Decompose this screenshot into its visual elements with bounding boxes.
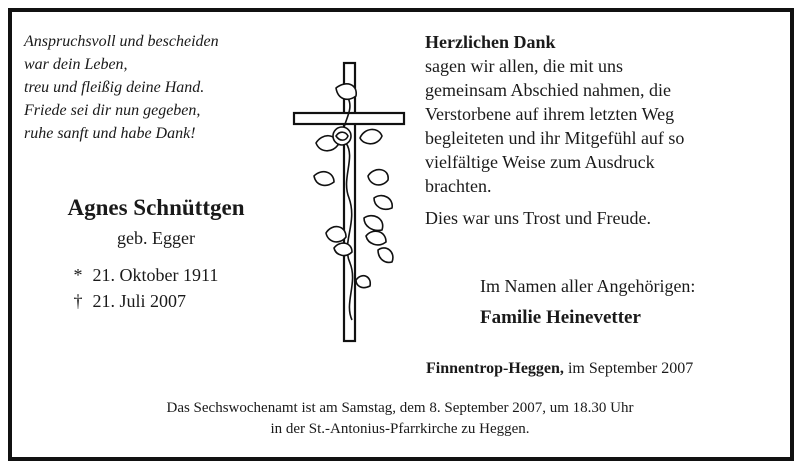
birth-row bbox=[68, 262, 218, 288]
poem-line: treu und fleißig deine Hand. bbox=[24, 79, 205, 96]
birth-date: 21. Oktober 1911 bbox=[92, 265, 219, 285]
poem-line: Friede sei dir nun gegeben, bbox=[24, 102, 201, 119]
thanks-line: vielfältige Weise zum Ausdruck bbox=[425, 152, 655, 172]
poem-line: war dein Leben, bbox=[24, 56, 128, 73]
thanks-line: brachten. bbox=[425, 176, 492, 196]
poem-line: Anspruchsvoll und bescheiden bbox=[24, 33, 219, 50]
death-date: 21. Juli 2007 bbox=[92, 291, 187, 311]
notice-date: im September 2007 bbox=[567, 360, 694, 377]
thanks-line: Verstorbene auf ihrem letzten Weg bbox=[425, 104, 675, 124]
family-name: Familie Heinevetter bbox=[480, 307, 641, 328]
life-dates bbox=[68, 262, 218, 314]
thanks-line: gemeinsam Abschied nahmen, die bbox=[425, 80, 671, 100]
place-date-line bbox=[426, 360, 693, 378]
thanks-section bbox=[425, 30, 765, 230]
death-row bbox=[68, 288, 218, 314]
thanks-title: Herzlichen Dank bbox=[425, 32, 556, 52]
footer-line: in der St.-Antonius-Pfarrkirche zu Heggen. bbox=[270, 421, 530, 437]
place-name: Finnentrop-Heggen, bbox=[426, 360, 564, 377]
deceased-name: Agnes Schnüttgen bbox=[67, 195, 245, 220]
signature-intro: Im Namen aller Angehörigen: bbox=[480, 276, 696, 296]
poem-line: ruhe sanft und habe Dank! bbox=[24, 125, 196, 142]
footer-line: Das Sechswochenamt ist am Samstag, dem 8. September 2007, um 18.30 Uhr bbox=[166, 400, 634, 416]
birth-star-icon: * bbox=[73, 265, 83, 285]
thanks-line: sagen wir allen, die mit uns bbox=[425, 56, 623, 76]
thanks-line: begleiteten und ihr Mitgefühl auf so bbox=[425, 128, 685, 148]
death-cross-icon: † bbox=[73, 291, 83, 311]
cross-with-rose-icon bbox=[286, 58, 416, 348]
comfort-line: Dies war uns Trost und Freude. bbox=[425, 208, 652, 228]
footer-note bbox=[30, 398, 770, 440]
maiden-name: geb. Egger bbox=[117, 228, 195, 248]
poem bbox=[24, 30, 274, 145]
